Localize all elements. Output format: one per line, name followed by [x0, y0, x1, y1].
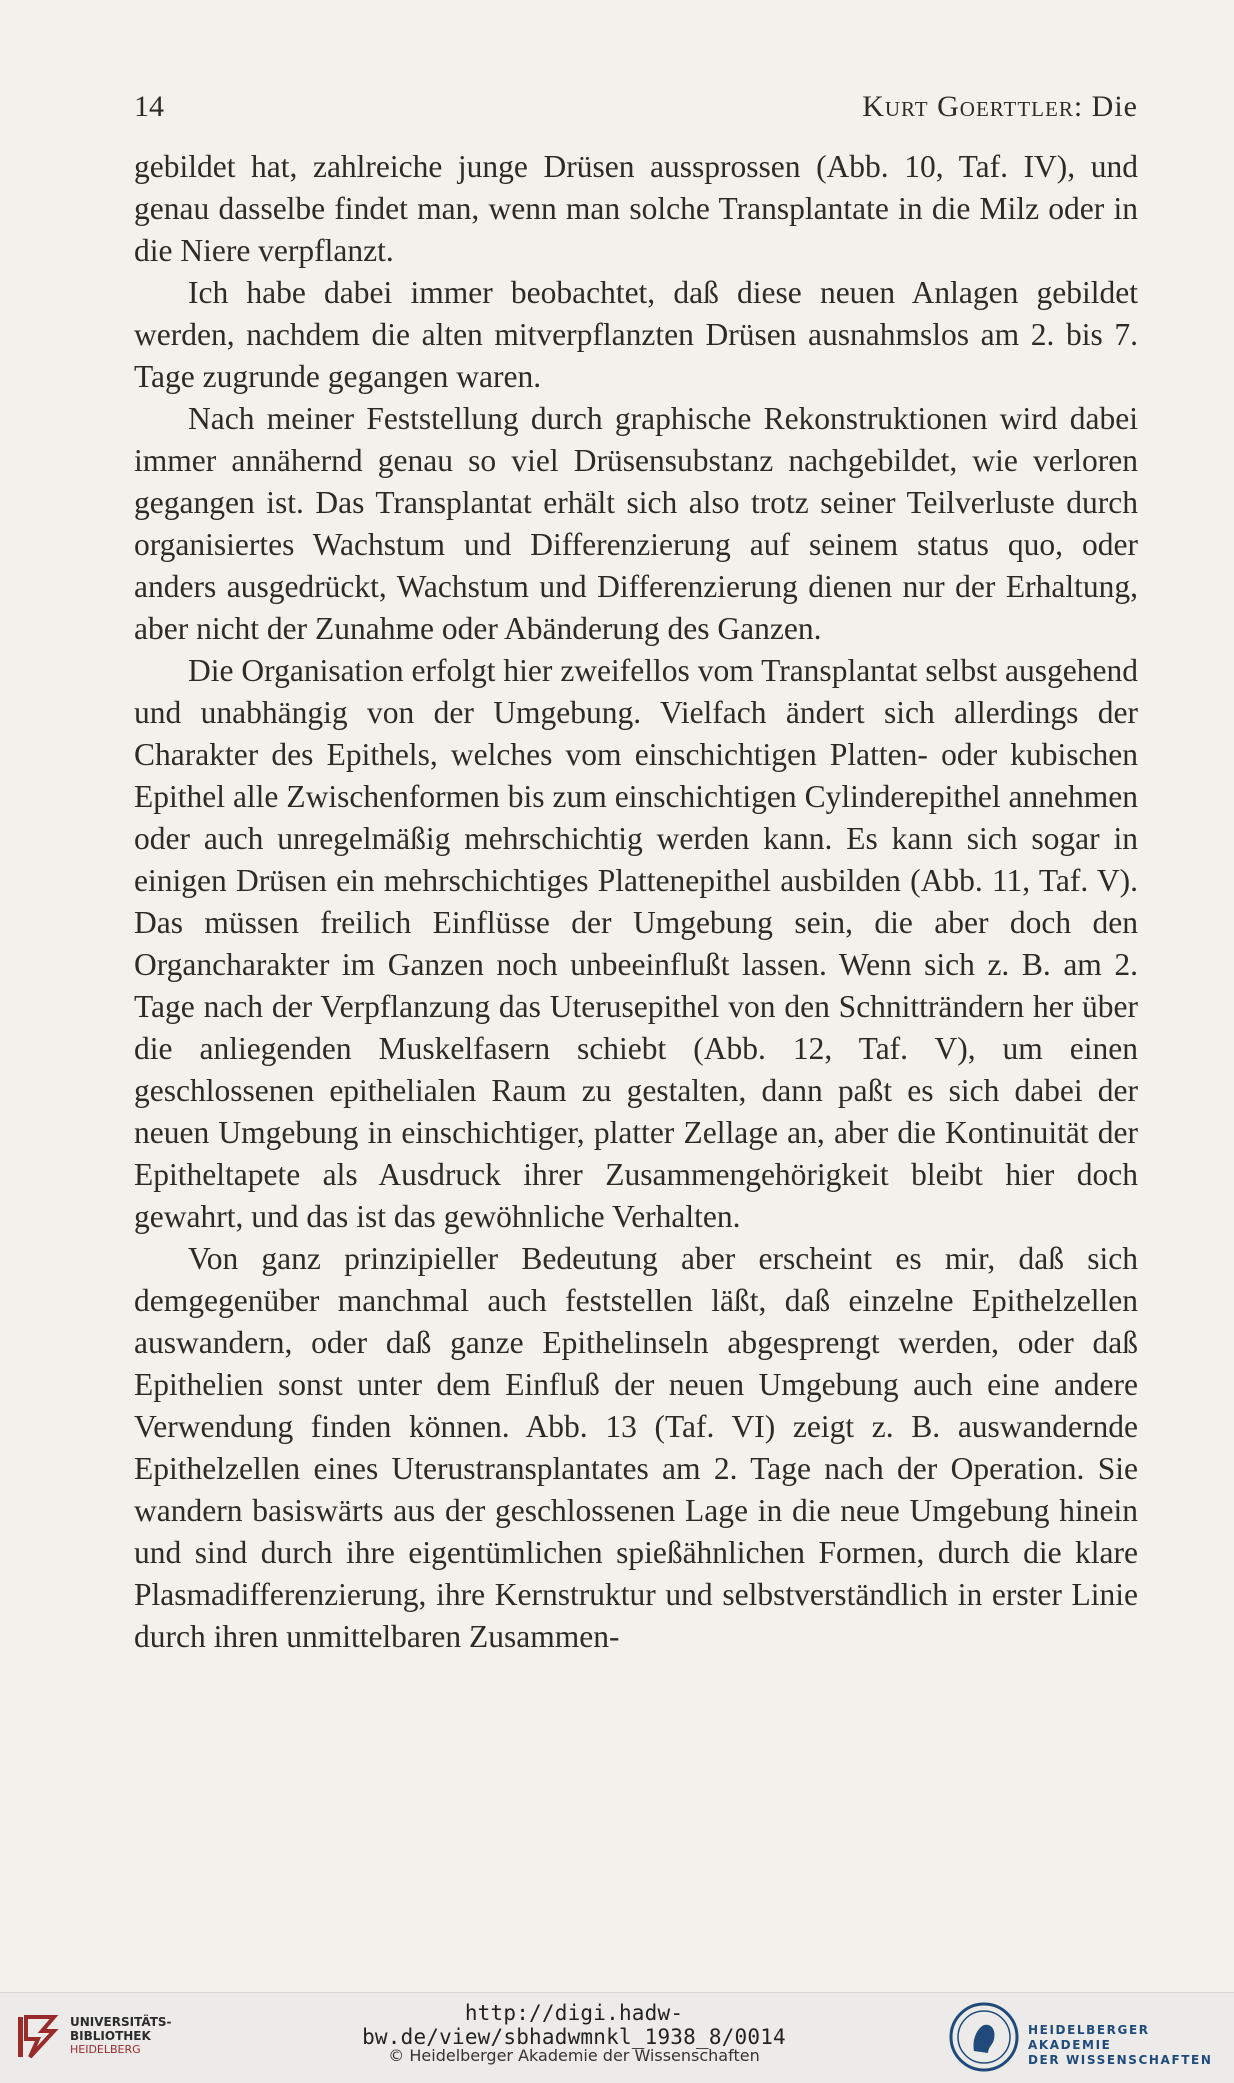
paragraph-1: gebildet hat, zahlreiche junge Drüsen aussprossen (Abb. 10, Taf. IV), und genau dasselbe findet man, wenn man solche Transplantate in die Milz oder in die Niere verpflanzt.	[134, 149, 1138, 268]
page-number: 14	[134, 90, 164, 123]
library-logo-line1: UNIVERSITÄTS-	[70, 2015, 172, 2029]
academy-seal-icon	[948, 2001, 1020, 2073]
running-head-author: Kurt Goerttler	[862, 90, 1074, 123]
academy-logo[interactable]	[948, 2001, 1228, 2075]
running-head	[862, 90, 1138, 124]
paragraph-3: Nach meiner Feststellung durch graphische Rekonstruktionen wird dabei immer annähernd genau so viel Drüsensubstanz nachgebildet, wie verloren gegangen ist. Das Transplantat erhält sich also trotz seiner Teilverluste durch organisiertes Wachstum und Differenzierung auf seinem status quo, oder anders ausgedrückt, Wachstum und Differenzierung dienen nur der Erhaltung, aber nicht der Zunahme oder Abänderung des Ganzen.	[134, 401, 1138, 646]
copyright-notice: © Heidelberger Akademie der Wissenschaften	[388, 2046, 760, 2065]
footer-bar	[0, 1992, 1234, 2083]
library-logo-line2: BIBLIOTHEK	[70, 2029, 151, 2043]
paragraph-5: Von ganz prinzipieller Bedeutung aber erscheint es mir, daß sich demgegenüber manchmal auch feststellen läßt, daß einzelne Epithelzellen auswandern, oder daß ganze Epithelinseln abgesprengt werden, oder daß Epithelien sonst unter dem Einfluß der neuen Umgebung auch eine andere Verwendung finden können. Abb. 13 (Taf. VI) zeigt z. B. auswandernde Epithelzellen eines Uterustransplantates am 2. Tage nach der Operation. Sie wandern basiswärts aus der geschlossenen Lage in die neue Umgebung hinein und sind durch ihre eigentümlichen spießähnlichen Formen, durch die klare Plasmadifferenzierung, ihre Kernstruktur und selbstverständlich in erster Linie durch ihren unmittelbaren Zusammen-	[134, 1241, 1138, 1654]
library-logo-line3: HEIDELBERG	[70, 2043, 141, 2056]
paragraph-4: Die Organisation erfolgt hier zweifellos vom Transplantat selbst ausgehend und unabhängig von der Umgebung. Vielfach ändert sich allerdings der Charakter des Epithels, welches vom einschichtigen Platten- oder kubischen Epithel alle Zwischenformen bis zum einschichtigen Cylinderepithel annehmen oder auch unregelmäßig mehrschichtig werden kann. Es kann sich sogar in einigen Drüsen ein mehrschichtiges Plattenepithel ausbilden (Abb. 11, Taf. V). Das müssen freilich Einflüsse der Umgebung sein, die aber doch den Organcharakter im Ganzen noch unbeeinflußt lassen. Wenn sich z. B. am 2. Tage nach der Verpflanzung das Uterusepithel von den Schnitträndern her über die anliegenden Muskelfasern schiebt (Abb. 12, Taf. V), um einen geschlossenen epithelialen Raum zu gestalten, dann paßt es sich dabei der neuen Umgebung in einschichtiger, platter Zellage an, aber die Kontinuität der Epitheltapete als Ausdruck ihrer Zusammengehörigkeit bleibt hier doch gewahrt, und das ist das gewöhnliche Verhalten.	[134, 653, 1138, 1234]
permalink-url[interactable]: http://digi.hadw-bw.de/view/sbhadwmnkl_1938_8/0014	[362, 2001, 786, 2049]
academy-logo-line1: HEIDELBERGER AKADEMIE	[1028, 2023, 1150, 2052]
library-logo-text	[70, 2015, 172, 2057]
library-logo-icon	[14, 2007, 66, 2067]
academy-logo-line2: DER WISSENSCHAFTEN	[1028, 2053, 1213, 2067]
paragraph-2: Ich habe dabei immer beobachtet, daß diese neuen Anlagen gebildet werden, nachdem die alten mitverpflanzten Drüsen ausnahmslos am 2. bis 7. Tage zugrunde gegangen waren.	[134, 275, 1138, 394]
running-head-title: : Die	[1073, 90, 1138, 123]
university-library-logo[interactable]	[14, 2007, 172, 2067]
body-text	[134, 146, 1138, 1658]
academy-logo-text	[1028, 2023, 1228, 2068]
